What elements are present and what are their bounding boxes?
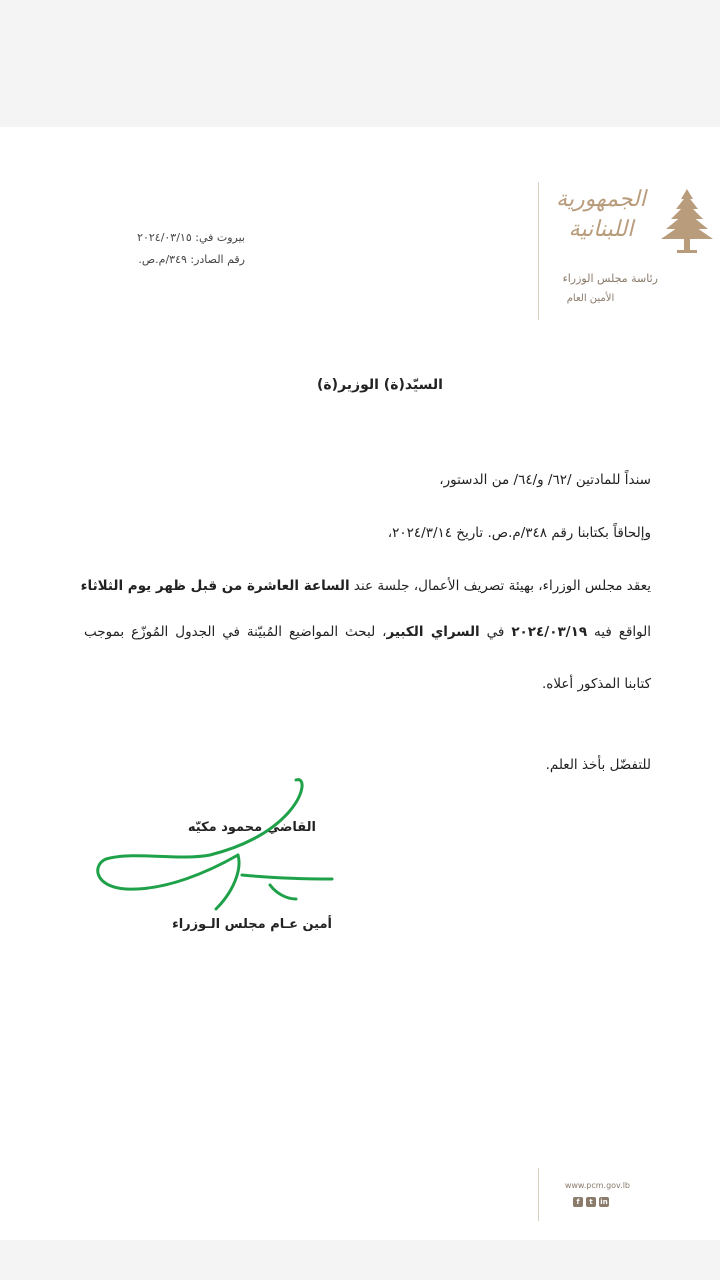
signer-title: أمين عـام مجلس الـوزراء (172, 917, 332, 932)
body-line-4-text-a: الواقع فيه (587, 624, 651, 640)
organization-name (545, 185, 657, 253)
org-name-line2: اللبنانية (568, 217, 634, 242)
cedar-icon (657, 187, 717, 259)
website-url: www.pcm.gov.lb (564, 1181, 630, 1190)
body-line-1: سنداً للمادتين /٦٢/ و/٦٤/ من الدستور، (439, 472, 651, 488)
facebook-icon: f (573, 1197, 583, 1207)
handwritten-signature (92, 775, 342, 920)
salutation: السيّد(ة) الوزير(ة) (317, 377, 443, 393)
meeting-place: السراي الكبير (386, 624, 480, 640)
footer-divider (538, 1168, 539, 1221)
office-name: الأمين العام (566, 293, 615, 304)
twitter-icon: t (586, 1197, 596, 1207)
reference-number: رقم الصادر: ٣٤٩/م.ص. (138, 253, 245, 266)
body-line-5: كتابنا المذكور أعلاه. (541, 676, 651, 692)
meeting-date: ٢٠٢٤/٠٣/١٩ (511, 624, 588, 640)
org-name-line1: الجمهورية (556, 187, 646, 212)
body-line-3 (80, 578, 651, 594)
letterhead-divider (538, 182, 539, 320)
social-links (573, 1197, 613, 1209)
signer-name: القاضي محمود مكيّه (187, 820, 316, 835)
body-line-3-text: يعقد مجلس الوزراء، بهيئة تصريف الأعمال، جلسة عند (349, 578, 651, 594)
meeting-time: الساعة العاشرة من قبل ظهر يوم الثلاثاء (80, 578, 350, 594)
viewer-bottom-bar (0, 1240, 720, 1280)
body-line-4 (84, 624, 651, 640)
linkedin-icon: in (600, 1198, 608, 1206)
body-line-4-text-b: في (479, 624, 512, 640)
viewer-top-bar (0, 0, 720, 127)
closing-line: للتفضّل بأخذ العلم. (545, 757, 651, 773)
department-name: رئاسة مجلس الوزراء (562, 272, 658, 285)
body-line-4-text-c: ، لبحث المواضيع المُبيّنة في الجدول المُوزّع بموجب (84, 624, 387, 640)
letter-date: بيروت في: ٢٠٢٤/٠٣/١٥ (137, 231, 245, 244)
body-line-2: وإلحاقاً بكتابنا رقم ٣٤٨/م.ص. تاريخ ٢٠٢٤/٣/١٤، (387, 525, 651, 541)
